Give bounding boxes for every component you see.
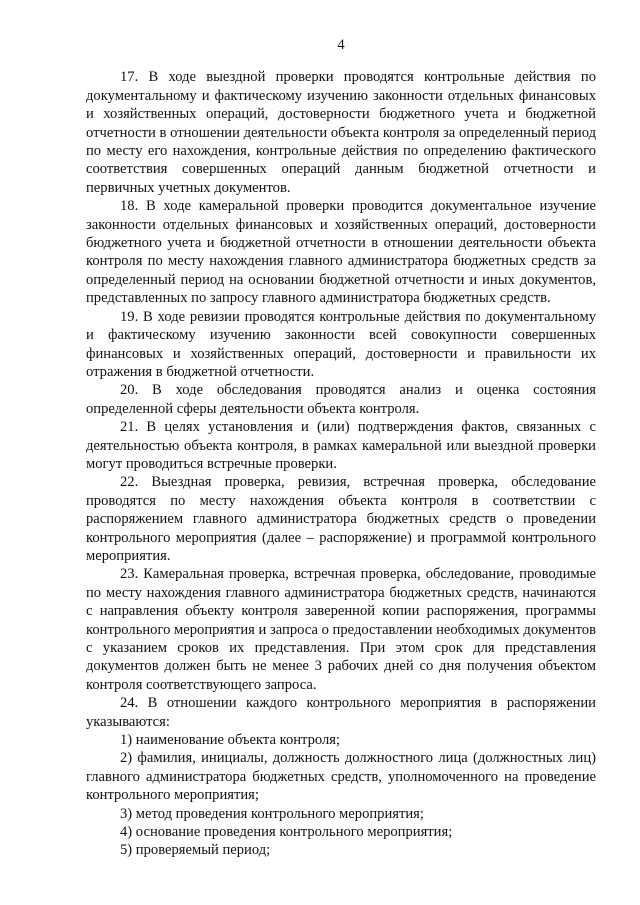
paragraph-17: 17. В ходе выездной проверки проводятся контрольные действия по документальному и фактическому изучению законности отдельных финансовых и хозяйственных операций, достоверности бюджетного учета и бюджетной отчетности в отношении деятельности объекта контроля за определенный период по месту его нахождения, контрольные действия по определению фактического соответствия совершенных операций данным бюджетной отчетности и первичных учетных документов. <box>86 69 596 196</box>
paragraph-21: 21. В целях установления и (или) подтверждения фактов, связанных с деятельностью объекта контроля, в рамках камеральной или выездной проверки могут проводиться встречные проверки. <box>86 419 596 472</box>
list-item-1: 1) наименование объекта контроля; <box>120 732 341 749</box>
paragraph-20: 20. В ходе обследования проводятся анализ и оценка состояния определенной сферы деятельности объекта контроля. <box>86 382 596 417</box>
list-item-3: 3) метод проведения контрольного мероприятия; <box>120 805 424 822</box>
paragraph-24: 24. В отношении каждого контрольного мероприятия в распоряжении указываются: <box>86 695 596 730</box>
paragraph-19: 19. В ходе ревизии проводятся контрольные действия по документальному и фактическому изучению законности всей совокупности совершенных финансовых и хозяйственных операций, достоверности и правильности их отражения в бюджетной отчетности. <box>86 308 596 380</box>
paragraph-18: 18. В ходе камеральной проверки проводится документальное изучение законности отдельных финансовых и хозяйственных операций, достоверности бюджетного учета и бюджетной отчетности в отношении деятельности объекта контроля по месту нахождения главного администратора бюджетных средств за определенный период на основании бюджетной отчетности и иных документов, представленных по запросу главного администратора бюджетных средств. <box>86 198 596 307</box>
paragraph-22: 22. Выездная проверка, ревизия, встречная проверка, обследование проводятся по месту нахождения объекта контроля в соответствии с распоряжением главного администратора бюджетных средств о проведении контрольного мероприятия (далее – распоряжение) и программой контрольного мероприятия. <box>86 474 596 564</box>
list-item-2: 2) фамилия, инициалы, должность должностного лица (должностных лиц) главного администратора бюджетных средств, уполномоченного на проведение контрольного мероприятия; <box>86 750 596 804</box>
list-item-5: 5) проверяемый период; <box>120 842 271 859</box>
paragraph-23: 23. Камеральная проверка, встречная проверка, обследование, проводимые по месту нахождения главного администратора бюджетных средств, начинаются с направления объекту контроля заверенной копии распоряжения, программы контрольного мероприятия и запроса о предоставлении необходимых документов с указанием сроков их представления. При этом срок для представления документов должен быть не менее 3 рабочих дней со дня получения объектом контроля соответствующего запроса. <box>86 566 596 693</box>
list-item-4: 4) основание проведения контрольного мероприятия; <box>120 824 453 841</box>
page-number: 4 <box>337 37 345 53</box>
